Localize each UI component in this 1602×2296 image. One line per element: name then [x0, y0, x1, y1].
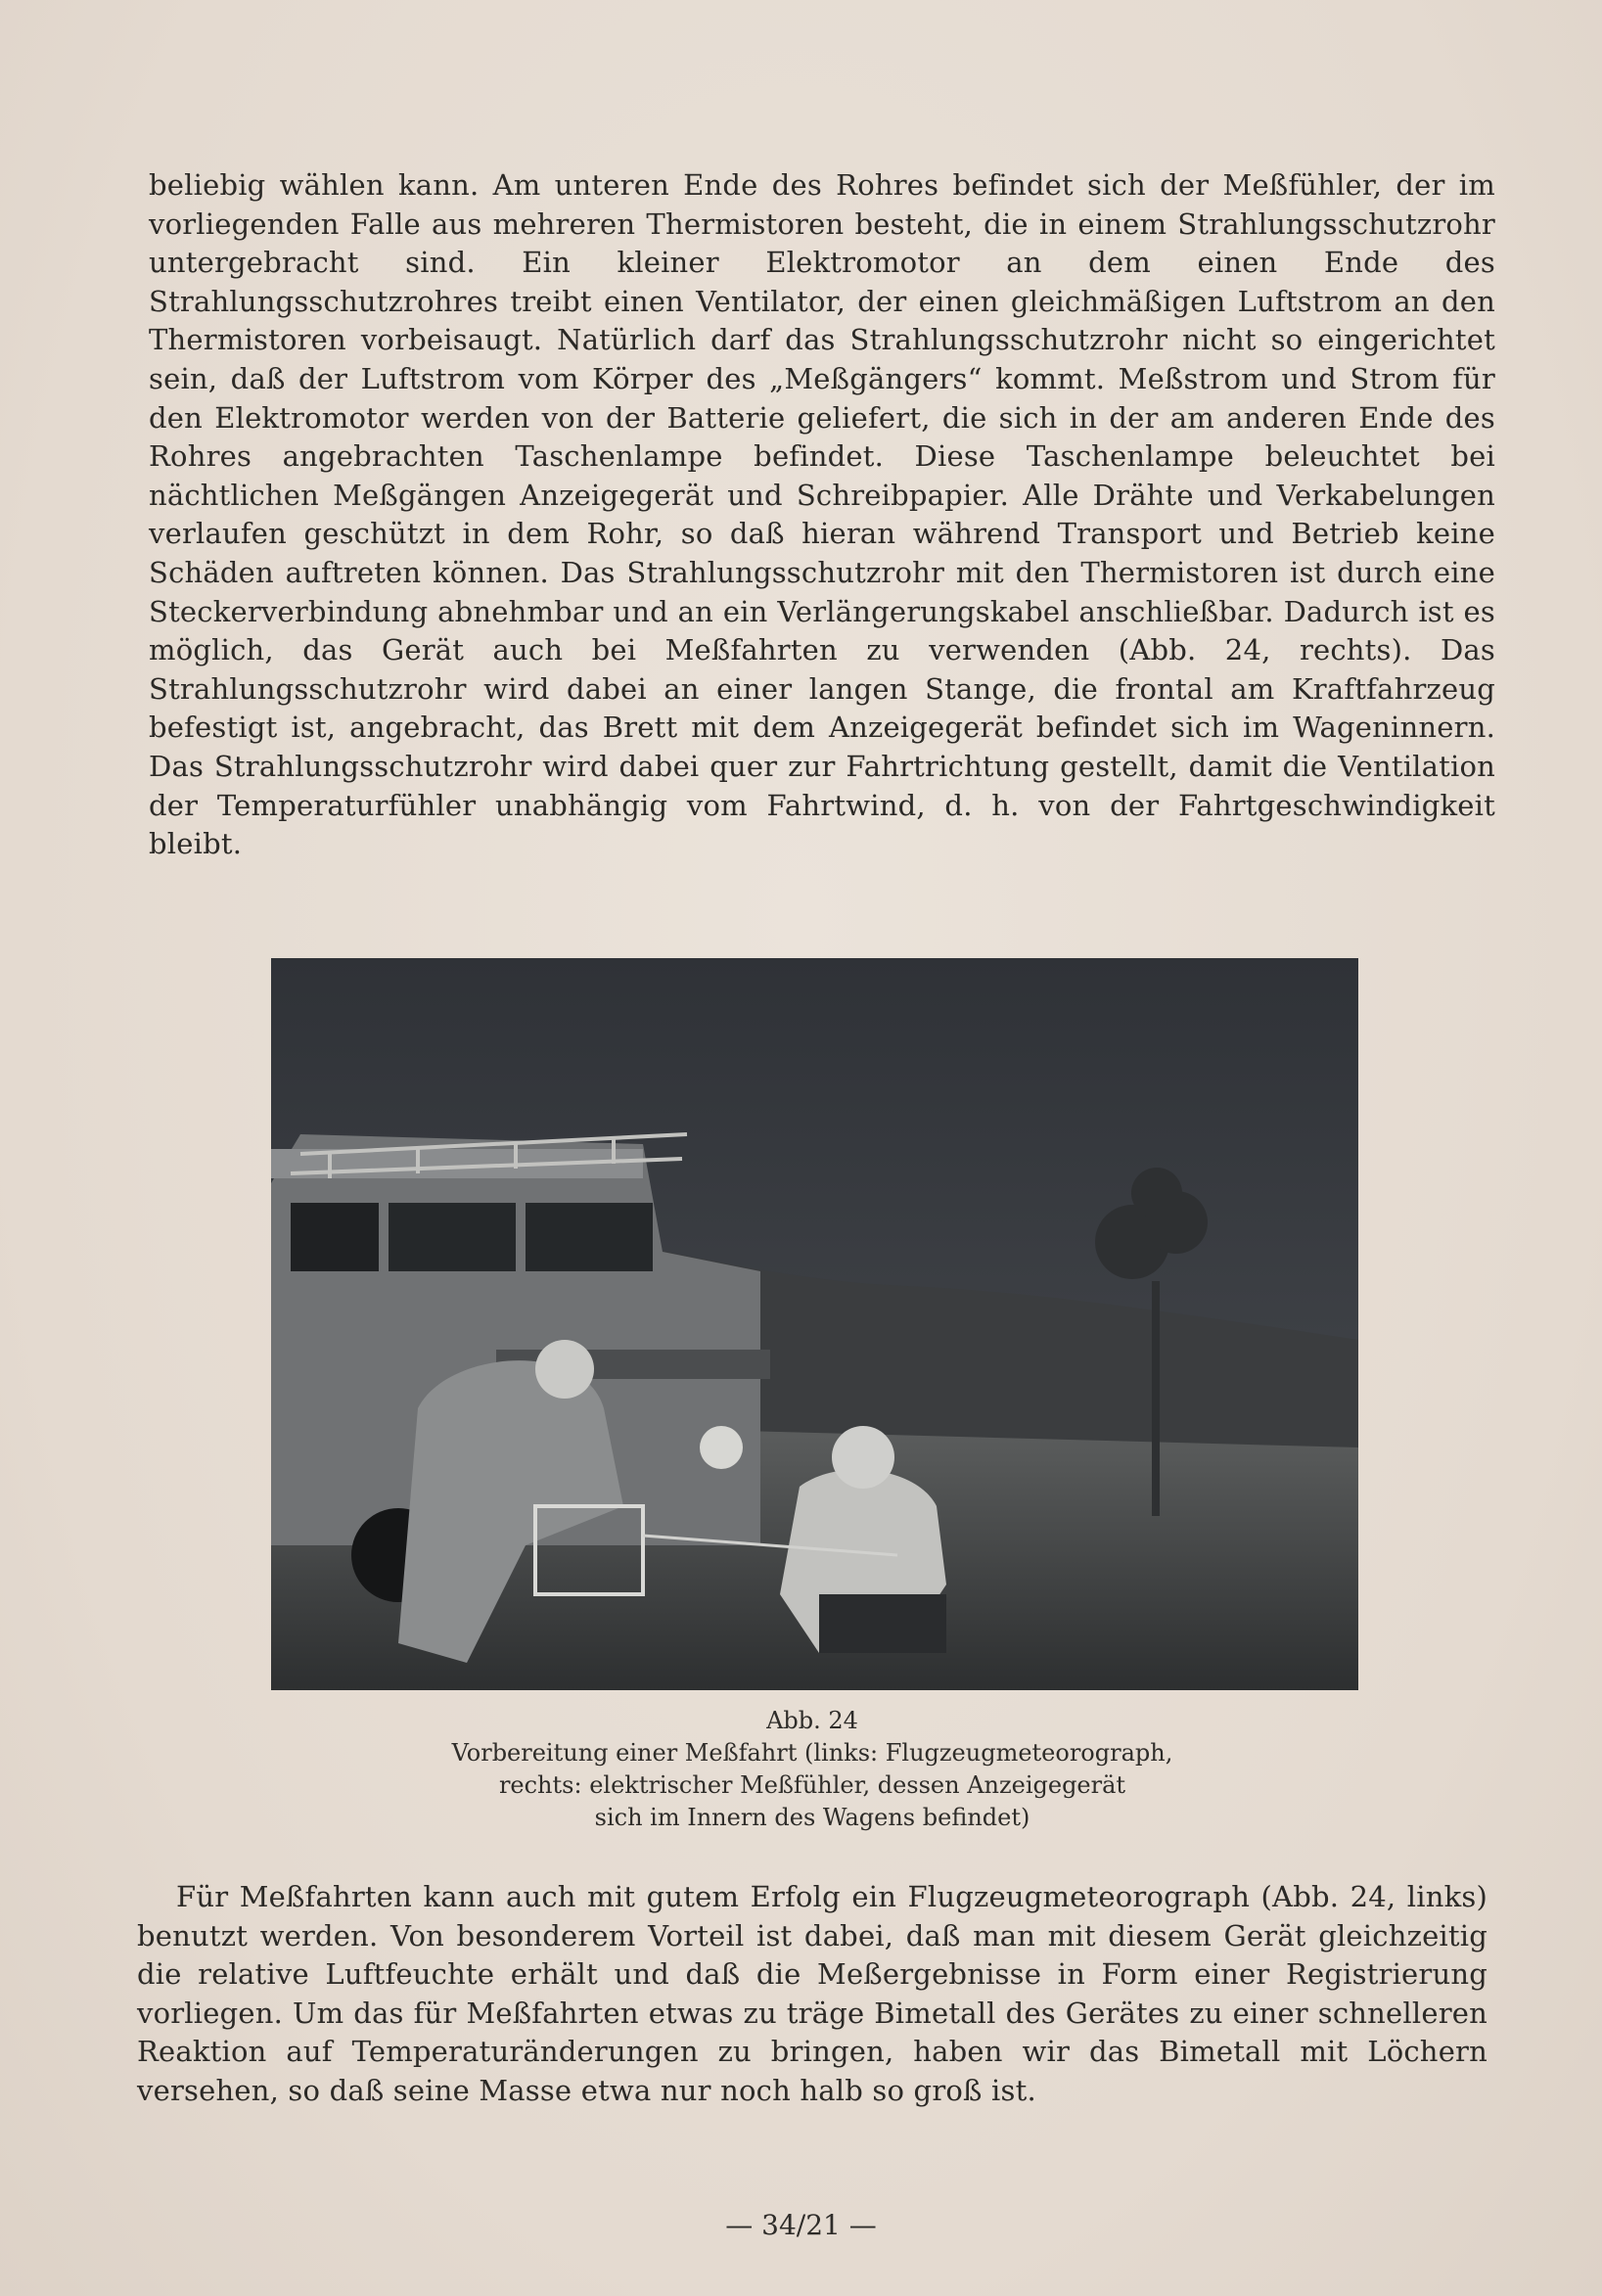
- figure-caption: [294, 1705, 1331, 1834]
- photo-figure: [271, 958, 1358, 1690]
- caption-line-1: Vorbereitung einer Meßfahrt (links: Flugzeugmeteorograph,: [451, 1739, 1173, 1767]
- figure-number: Abb. 24: [766, 1707, 858, 1734]
- caption-line-3: sich im Innern des Wagens befindet): [594, 1804, 1030, 1831]
- caption-line-2: rechts: elektrischer Meßfühler, dessen Anzeigegerät: [498, 1771, 1126, 1799]
- body-paragraph-top: beliebig wählen kann. Am unteren Ende des Rohres befindet sich der Meßfühler, der im vorliegenden Falle aus mehreren Thermistoren besteht, die in einem Strahlungsschutzrohr untergebracht sind. Ein kleiner Elektromotor an dem einen Ende des Strahlungsschutzrohres treibt einen Ventilator, der einen gleichmäßigen Luftstrom an den Thermistoren vorbeisaugt. Natürlich darf das Strahlungsschutzrohr nicht so eingerichtet sein, daß der Luftstrom vom Körper des „Meßgängers“ kommt. Meßstrom und Strom für den Elektromotor werden von der Batterie geliefert, die sich in der am anderen Ende des Rohres angebrachten Taschenlampe befindet. Diese Taschenlampe beleuchtet bei nächtlichen Meßgängen Anzeigegerät und Schreibpapier. Alle Drähte und Verkabelungen verlaufen geschützt in dem Rohr, so daß hieran während Transport und Betrieb keine Schäden auftreten können. Das Strahlungsschutzrohr mit den Thermistoren ist durch eine Steckerverbindung abnehmbar und an ein Verlängerungskabel anschließbar. Dadurch ist es möglich, das Gerät auch bei Meßfahrten zu verwenden (Abb. 24, rechts). Das Strahlungsschutzrohr wird dabei an einer langen Stange, die frontal am Kraftfahrzeug befestigt ist, angebracht, das Brett mit dem Anzeigegerät befindet sich im Wageninnern. Das Strahlungsschutzrohr wird dabei quer zur Fahrtrichtung gestellt, damit die Ventilation der Temperaturfühler unabhängig vom Fahrtwind, d. h. von der Fahrtgeschwindigkeit bleibt.: [149, 168, 1495, 861]
- page-number: — 34/21 —: [725, 2209, 877, 2241]
- body-paragraph-bottom: Für Meßfahrten kann auch mit gutem Erfolg ein Flugzeugmeteorograph (Abb. 24, links) benutzt werden. Von besonderem Vorteil ist dabei, daß man mit diesem Gerät gleichzeitig die relative Luftfeuchte erhält und daß die Meßergebnisse in Form einer Registrierung vorliegen. Um das für Meßfahrten etwas zu träge Bimetall des Gerätes zu einer schnelleren Reaktion auf Temperaturänderungen zu bringen, haben wir das Bimetall mit Löchern versehen, so daß seine Masse etwa nur noch halb so groß ist.: [137, 1880, 1488, 2107]
